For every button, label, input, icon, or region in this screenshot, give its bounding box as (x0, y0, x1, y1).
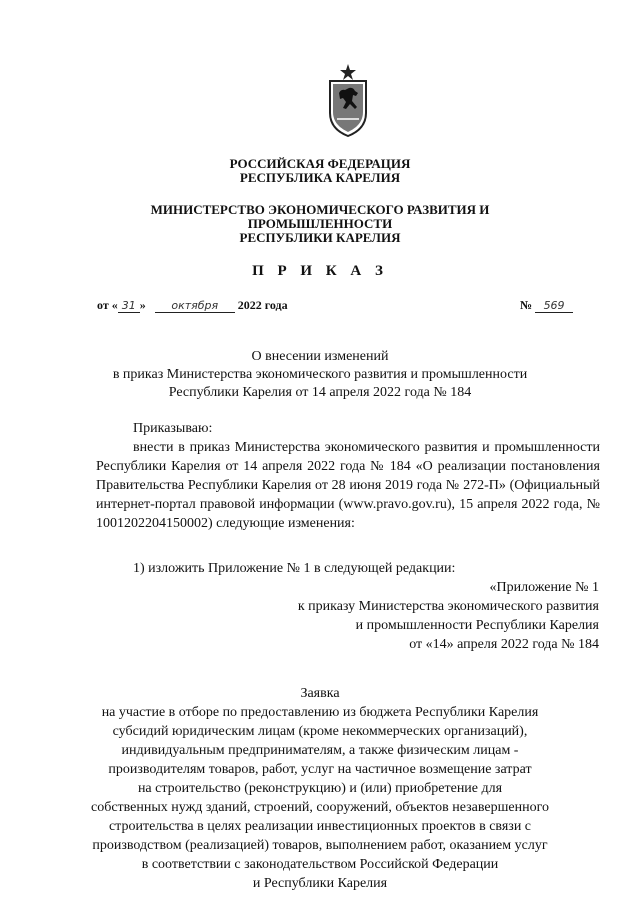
ministry-line-1: МИНИСТЕРСТВО ЭКОНОМИЧЕСКОГО РАЗВИТИЯ И (150, 202, 490, 217)
main-paragraph: внести в приказ Министерства экономического развития и промышленности Республики Карелия от 14 апреля 2022 года № 184 «О реализации постановления Правительства Республики Карелия от 28 июня 2019 года № 272-П» (Официальный интернет-портал правовой информации (www.pravo.gov.ru), 15 апреля 2022 года, № 1001202204150002) следующие изменения: (96, 440, 600, 531)
prikazyvayu: Приказываю: (133, 421, 213, 436)
country-line: РОССИЙСКАЯ ФЕДЕРАЦИЯ (229, 156, 411, 171)
application-line: индивидуальным предпринимателям, а также физическим лицам - (121, 743, 519, 758)
subject-line-3: Республики Карелия от 14 апреля 2022 года № 184 (168, 385, 472, 400)
ministry-line-3: РЕСПУБЛИКИ КАРЕЛИЯ (239, 230, 401, 245)
application-line: на строительство (реконструкцию) и (или) приобретение для (137, 781, 503, 796)
number-value: 569 (535, 299, 573, 313)
application-line: производителям товаров, работ, услуг на частичное возмещение затрат (108, 762, 532, 777)
application-title: Заявка (300, 686, 340, 701)
date-prefix: от « (97, 298, 118, 312)
date-day: 31 (118, 299, 140, 313)
header-ministry (0, 203, 640, 245)
order-date (97, 298, 288, 313)
header-country (0, 157, 640, 185)
date-month: октября (155, 299, 235, 313)
appendix-line-4: от «14» апреля 2022 года № 184 (409, 637, 599, 652)
republic-line: РЕСПУБЛИКА КАРЕЛИЯ (239, 170, 401, 185)
application-line: на участие в отборе по предоставлению из бюджета Республики Карелия (101, 705, 539, 720)
order-number (520, 298, 573, 313)
appendix-line-1: «Приложение № 1 (489, 580, 599, 595)
subject-line-1: О внесении изменений (251, 349, 389, 364)
document-title: П Р И К А З (252, 263, 388, 279)
appendix-line-2: к приказу Министерства экономического развития (297, 599, 599, 614)
order-subject (0, 348, 640, 402)
number-prefix: № (520, 298, 533, 312)
application-line: собственных нужд зданий, строений, сооружений, объектов незавершенного (90, 800, 549, 815)
application-block (0, 684, 640, 893)
application-line: в соответствии с законодательством Российской Федерации (141, 857, 499, 872)
subject-line-2: в приказ Министерства экономического развития и промышленности (112, 367, 528, 382)
appendix-reference (298, 578, 599, 654)
item-1: 1) изложить Приложение № 1 в следующей редакции: (133, 561, 456, 576)
application-line: субсидий юридическим лицам (кроме некоммерческих организаций), (112, 724, 528, 739)
application-line: и Республики Карелия (252, 876, 388, 891)
ministry-line-2: ПРОМЫШЛЕННОСТИ (247, 216, 393, 231)
application-line: производством (реализацией) товаров, выполнением работ, оказанием услуг (92, 838, 548, 853)
appendix-line-3: и промышленности Республики Карелия (355, 618, 599, 633)
date-mid: » (139, 298, 146, 312)
date-year: 2022 года (237, 298, 288, 312)
application-line: строительства в целях реализации инвестиционных проектов в связи с (108, 819, 532, 834)
karelia-coat-of-arms-icon (325, 63, 371, 137)
